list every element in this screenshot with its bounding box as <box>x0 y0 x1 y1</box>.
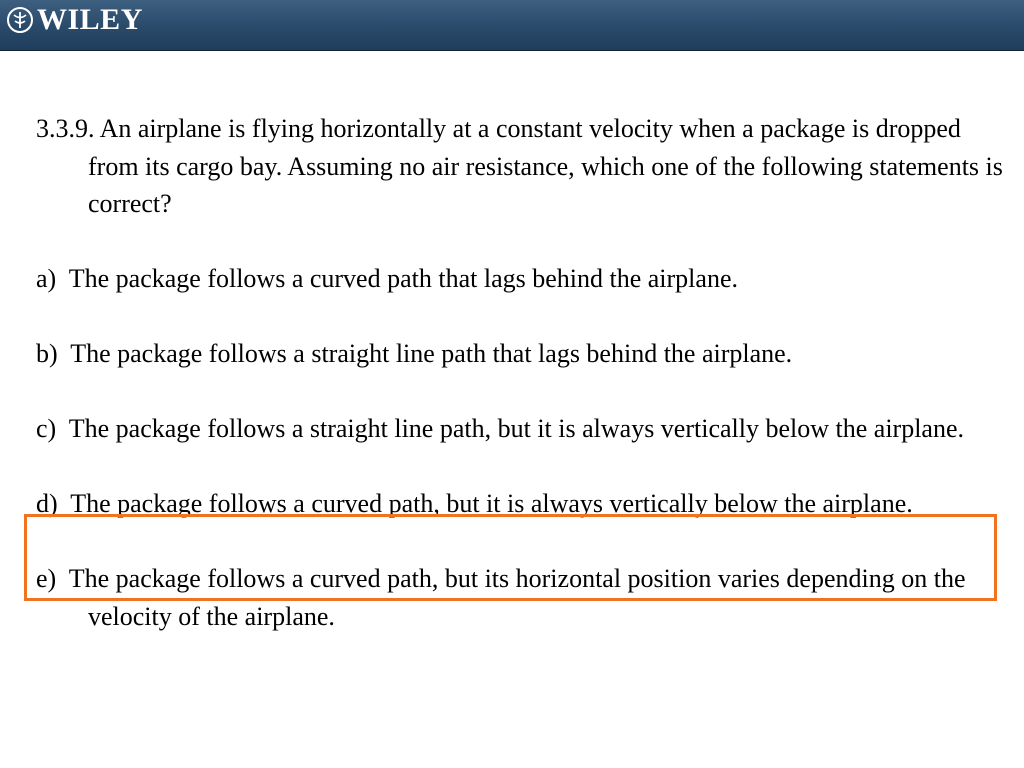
option-letter: a) <box>36 264 57 293</box>
option-c <box>36 410 1011 448</box>
question-text: 3.3.9. An airplane is flying horizontally at a constant velocity when a package is dropped from its cargo bay. Assuming no air resistance, which one of the following statements is correct? <box>36 114 1003 218</box>
logo-text: WILEY <box>37 3 143 36</box>
correct-answer-highlight-box <box>24 514 997 601</box>
option-letter: c) <box>36 414 57 443</box>
option-text: The package follows a straight line path that lags behind the airplane. <box>70 339 793 368</box>
option-a <box>36 260 1011 298</box>
option-text: The package follows a curved path that lags behind the airplane. <box>68 264 738 293</box>
wiley-logo <box>6 3 143 37</box>
option-letter: b) <box>36 339 58 368</box>
option-letter: e) <box>36 564 57 593</box>
header-bar <box>0 0 1024 51</box>
option-text: The package follows a straight line path, but it is always vertically below the airplane. <box>68 414 965 443</box>
option-letter: d) <box>36 489 58 518</box>
option-text: The package follows a curved path, but its horizontal position varies depending on the velocity of the airplane. <box>68 564 966 631</box>
wiley-emblem-icon <box>6 6 34 34</box>
option-b <box>36 335 1011 373</box>
option-text: The package follows a curved path, but it is always vertically below the airplane. <box>70 489 913 518</box>
